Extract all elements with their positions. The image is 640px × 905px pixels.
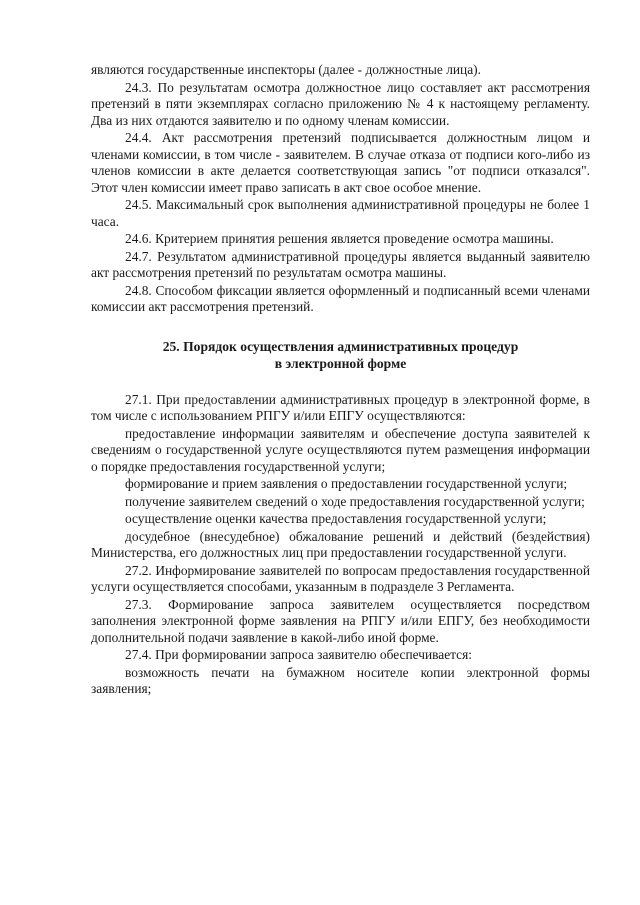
paragraphs-bottom	[91, 392, 590, 698]
paragraph: получение заявителем сведений о ходе предоставления государственной услуги;	[125, 493, 585, 509]
paragraph: возможность печати на бумажном носителе копии электронной формы заявления;	[91, 664, 590, 696]
paragraph: предоставление информации заявителям и обеспечение доступа заявителей к сведениям о государственной услуге осуществляются путем размещения информации о порядке предоставления государственной услуги;	[91, 425, 590, 474]
paragraph: 27.2. Информирование заявителей по вопросам предоставления государственной услуги осуществляется способами, указанным в подразделе 3 Регламента.	[91, 562, 590, 594]
paragraph: осуществление оценки качества предоставления государственной услуги;	[125, 511, 547, 526]
paragraph: досудебное (внесудебное) обжалование решений и действий (бездействия) Министерства, его должностных лиц при предоставлении государственной услуги.	[91, 528, 590, 560]
section-title	[91, 338, 590, 372]
paragraph: 24.8. Способом фиксации является оформленный и подписанный всеми членами комиссии акт рассмотрения претензий.	[91, 282, 590, 314]
paragraph: 24.4. Акт рассмотрения претензий подписывается должностным лицом и членами комиссии, в том числе - заявителем. В случае отказа от подписи кого-либо из членов комиссии в акте делается соответствующая запись "от подписи отказался". Этот член комиссии имеет право записать в акт свое особое мнение.	[91, 130, 590, 195]
section-title-line-2: в электронной форме	[274, 355, 407, 371]
paragraph: 24.3. По результатам осмотра должностное лицо составляет акт рассмотрения претензий в пяти экземплярах согласно приложению № 4 к настоящему регламенту. Два из них отдаются заявителю и по одному членам комиссии.	[91, 79, 590, 128]
paragraph: 24.5. Максимальный срок выполнения административной процедуры не более 1 часа.	[91, 197, 590, 229]
paragraph: являются государственные инспекторы (далее - должностные лица).	[91, 62, 481, 77]
paragraph: формирование и прием заявления о предоставлении государственной услуги;	[125, 476, 568, 491]
section-title-line-1: 25. Порядок осуществления административных процедур	[162, 338, 519, 354]
paragraph: 27.1. При предоставлении административных процедур в электронной форме, в том числе с использованием РПГУ и/или ЕПГУ осуществляются:	[91, 391, 590, 423]
paragraphs-top	[91, 62, 590, 316]
paragraph: 24.6. Критерием принятия решения является проведение осмотра машины.	[125, 231, 554, 246]
paragraph: 24.7. Результатом административной процедуры является выданный заявителю акт рассмотрения претензий по результатам осмотра машины.	[91, 248, 590, 280]
paragraph: 27.4. При формировании запроса заявителю обеспечивается:	[125, 647, 472, 662]
paragraph: 27.3. Формирование запроса заявителем осуществляется посредством заполнения электронной форме заявления на РПГУ и/или ЕПГУ, без необходимости дополнительной подачи заявление в какой-либо иной форме.	[91, 596, 590, 645]
